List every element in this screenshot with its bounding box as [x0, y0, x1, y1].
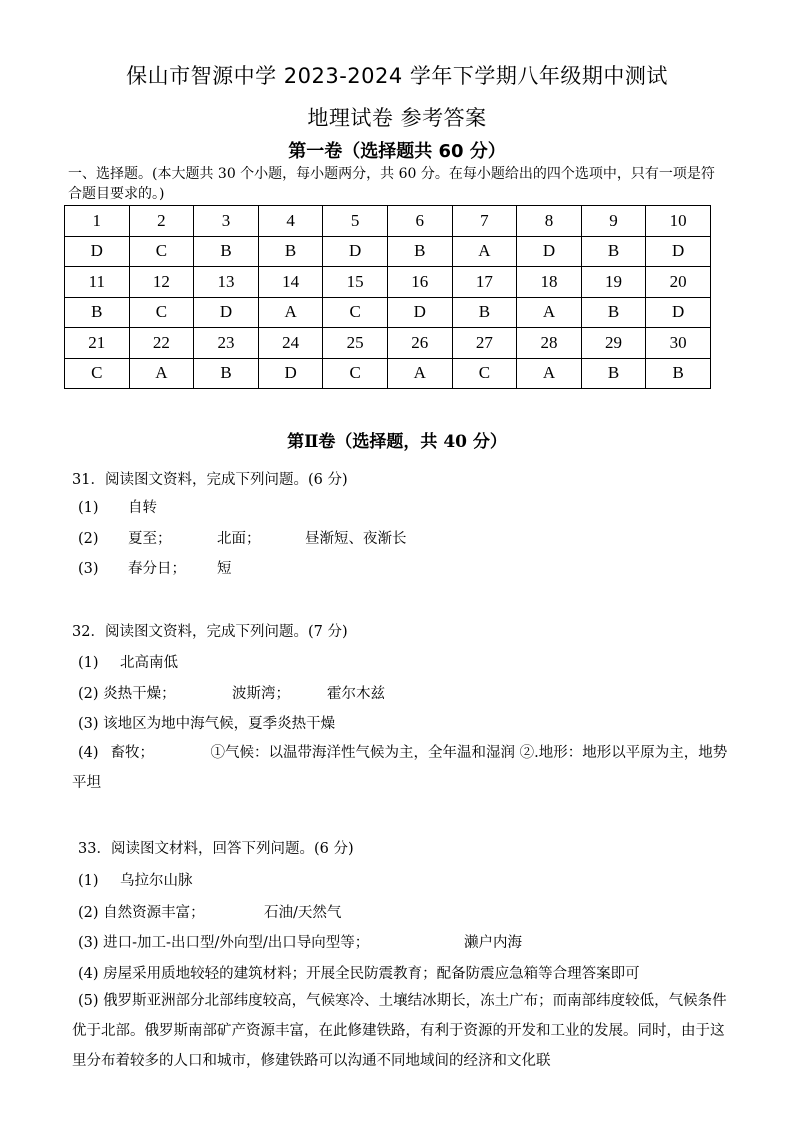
question-number-cell: 10: [646, 206, 711, 237]
q32-2-a: (2) 炎热干燥；: [78, 686, 176, 702]
q33-2-a: (2) 自然资源丰富；: [78, 905, 205, 921]
question-number-cell: 9: [581, 206, 646, 237]
answer-cell: C: [452, 358, 517, 389]
q31-2-a: 夏至；: [128, 531, 172, 547]
q31-2-c: 昼渐短、夜渐长: [305, 531, 407, 547]
q31-3-num: (3): [78, 561, 99, 577]
answer-cell: C: [323, 358, 388, 389]
q32-answer-1: [78, 651, 178, 672]
question-number-cell: 11: [65, 267, 130, 298]
answer-cell: C: [129, 236, 194, 267]
answer-cell: B: [581, 358, 646, 389]
question-number-cell: 29: [581, 328, 646, 359]
question-number-row: [65, 267, 711, 298]
question-number-cell: 21: [65, 328, 130, 359]
answer-cell: C: [323, 297, 388, 328]
question-number-cell: 6: [387, 206, 452, 237]
question-number-cell: 19: [581, 267, 646, 298]
q31-answer-2: [78, 527, 407, 548]
question-number-cell: 4: [258, 206, 323, 237]
q31-1-num: (1): [78, 500, 99, 516]
question-number-cell: 5: [323, 206, 388, 237]
question-number-cell: 27: [452, 328, 517, 359]
answer-cell: B: [581, 236, 646, 267]
q32-2-c: 霍尔木兹: [327, 686, 385, 702]
question-number-cell: 25: [323, 328, 388, 359]
answer-cell: D: [646, 297, 711, 328]
document-subtitle: 地理试卷 参考答案: [307, 106, 487, 130]
q32-1-text: 北高南低: [120, 655, 178, 671]
answer-cell: B: [387, 236, 452, 267]
answer-cell: B: [258, 236, 323, 267]
q31-3-a: 春分日；: [128, 561, 186, 577]
q31-3-b: 短: [217, 561, 232, 577]
q32-stem: 32．阅读图文资料，完成下列问题。(7 分): [72, 624, 348, 640]
part1-instruction: 一、选择题。(本大题共 30 个小题，每小题两分，共 60 分。在每小题给出的四个选项中，只有一项是符合题目要求的。): [68, 166, 715, 202]
answer-row: [65, 236, 711, 267]
answer-cell: B: [194, 236, 259, 267]
q33-answer-1: [78, 869, 193, 890]
q32-4-num: (4): [78, 745, 99, 761]
answer-cell: D: [194, 297, 259, 328]
answer-cell: B: [581, 297, 646, 328]
answer-cell: A: [452, 236, 517, 267]
question-number-cell: 23: [194, 328, 259, 359]
question-number-cell: 24: [258, 328, 323, 359]
question-number-cell: 22: [129, 328, 194, 359]
q31-answer-1: [78, 496, 157, 517]
question-number-cell: 28: [517, 328, 582, 359]
q32-answer-2: [78, 682, 385, 703]
question-number-cell: 3: [194, 206, 259, 237]
answer-cell: B: [646, 358, 711, 389]
q33-answer-2: [78, 901, 341, 922]
answer-cell: C: [129, 297, 194, 328]
q33-answer-3: [78, 931, 522, 952]
answer-cell: A: [129, 358, 194, 389]
question-number-cell: 30: [646, 328, 711, 359]
q31-stem: 31．阅读图文资料，完成下列问题。(6 分): [72, 472, 348, 488]
answer-row: [65, 358, 711, 389]
answer-cell: D: [646, 236, 711, 267]
q32-1-num: (1): [78, 655, 99, 671]
question-number-cell: 16: [387, 267, 452, 298]
question-number-cell: 17: [452, 267, 517, 298]
question-number-cell: 13: [194, 267, 259, 298]
document-title: 保山市智源中学 2023-2024 学年下学期八年级期中测试: [126, 64, 668, 88]
q33-answer-5: (5) 俄罗斯亚洲部分北部纬度较高，气候寒冷、土壤结冰期长，冻土广布；而南部纬度较低，气候条件优于北部。俄罗斯南部矿产资源丰富，在此修建铁路，有利于资源的开发和工业的发展。同时，由于这里分布着较多的人口和城市，修建铁路可以沟通不同地域间的经济和文化联: [72, 993, 727, 1069]
part2-heading: 第Ⅱ卷（选择题，共 40 分）: [287, 432, 507, 452]
q32-2-b: 波斯湾；: [232, 686, 290, 702]
question-number-cell: 7: [452, 206, 517, 237]
answer-cell: A: [387, 358, 452, 389]
question-number-row: [65, 206, 711, 237]
question-number-cell: 12: [129, 267, 194, 298]
answer-cell: C: [65, 358, 130, 389]
q31-2-b: 北面；: [217, 531, 261, 547]
question-number-cell: 26: [387, 328, 452, 359]
answer-cell: A: [517, 358, 582, 389]
q33-2-b: 石油/天然气: [264, 905, 342, 921]
answer-row: [65, 297, 711, 328]
answer-cell: D: [258, 358, 323, 389]
q32-answer-3: (3) 该地区为地中海气候，夏季炎热干燥: [78, 716, 336, 732]
q32-answer-4: [72, 738, 728, 798]
answer-cell: D: [323, 236, 388, 267]
question-number-cell: 20: [646, 267, 711, 298]
answer-cell: B: [452, 297, 517, 328]
question-number-cell: 18: [517, 267, 582, 298]
answer-cell: A: [258, 297, 323, 328]
q31-2-num: (2): [78, 531, 99, 547]
question-number-cell: 2: [129, 206, 194, 237]
question-number-cell: 15: [323, 267, 388, 298]
answer-cell: D: [517, 236, 582, 267]
q33-1-num: (1): [78, 873, 99, 889]
answer-cell: B: [194, 358, 259, 389]
q33-answer-4: (4) 房屋采用质地较轻的建筑材料；开展全民防震教育；配备防震应急箱等合理答案即可: [78, 966, 640, 982]
answer-table: [64, 205, 711, 389]
answer-cell: D: [387, 297, 452, 328]
q32-4-b: ①气候：以温带海洋性气候为主，全年温和湿润 ②.地形：地形以平原为主，地势平坦: [72, 745, 728, 791]
part1-heading: 第一卷（选择题共 60 分）: [288, 141, 506, 162]
q31-1-text: 自转: [128, 500, 157, 516]
question-number-cell: 14: [258, 267, 323, 298]
question-number-cell: 8: [517, 206, 582, 237]
q32-4-a: 畜牧；: [110, 745, 155, 761]
question-number-row: [65, 328, 711, 359]
answer-cell: A: [517, 297, 582, 328]
q33-3-b: 濑户内海: [464, 935, 522, 951]
answer-cell: D: [65, 236, 130, 267]
q31-answer-3: [78, 557, 232, 578]
q33-3-a: (3) 进口-加工-出口型/外向型/出口导向型等；: [78, 935, 370, 951]
question-number-cell: 1: [65, 206, 130, 237]
q33-1-text: 乌拉尔山脉: [120, 873, 193, 889]
answer-cell: B: [65, 297, 130, 328]
q33-stem: 33．阅读图文材料，回答下列问题。(6 分): [78, 841, 354, 857]
